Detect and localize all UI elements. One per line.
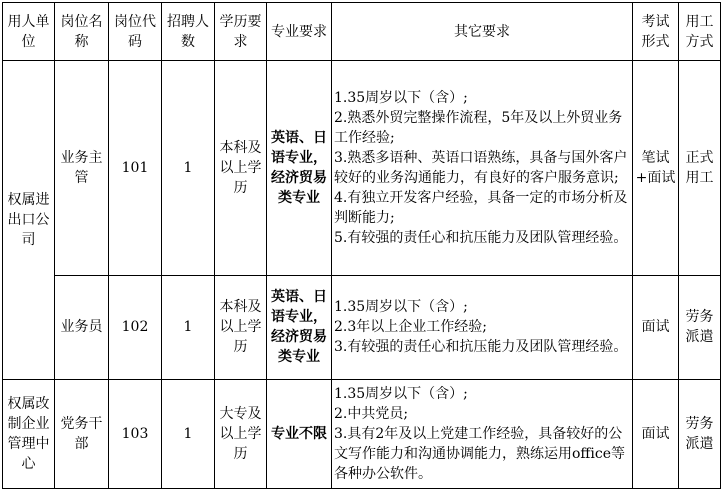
unit-cell: 权属改制企业管理中心: [3, 379, 55, 488]
header-row: [3, 3, 721, 61]
education-cell: 本科及以上学历: [215, 61, 267, 275]
exam-form-cell: 面试: [633, 379, 679, 488]
employment-type-cell: 正式用工: [679, 61, 721, 275]
education-cell: 大专及以上学历: [215, 379, 267, 488]
header-exam-form: 考试形式: [633, 3, 679, 61]
requirements-cell: [332, 275, 633, 379]
exam-form-cell: 笔试+面试: [633, 61, 679, 275]
requirement-item: 1.35周岁以下（含）;: [334, 299, 468, 316]
requirement-item: 2.中共党员;: [334, 405, 409, 422]
header-unit: 用人单位: [3, 3, 55, 61]
employment-type-cell: 劳务派遣: [679, 379, 721, 488]
post-code-cell: 103: [109, 379, 162, 488]
header-post-code: 岗位代码: [109, 3, 162, 61]
employment-type-cell: 劳务派遣: [679, 275, 721, 379]
recruitment-table: [2, 2, 721, 489]
requirement-item: 1.35周岁以下（含）;: [334, 89, 468, 106]
table-row: [3, 379, 721, 488]
major-cell: 专业不限: [267, 379, 332, 488]
major-cell: 英语、日语专业，经济贸易类专业: [267, 275, 332, 379]
requirement-item: 2.熟悉外贸完整操作流程，5年及以上外贸业务工作经验;: [334, 109, 623, 146]
requirements-cell: [332, 379, 633, 488]
unit-cell: 权属进出口公司: [3, 61, 55, 380]
requirement-item: 4.有独立开发客户经验，具备一定的市场分析及判断能力;: [334, 189, 628, 226]
exam-form-cell: 面试: [633, 275, 679, 379]
post-name-cell: 业务员: [55, 275, 109, 379]
hire-count-cell: 1: [162, 379, 215, 488]
requirement-item: 1.35周岁以下（含）;: [334, 385, 468, 402]
header-major: 专业要求: [267, 3, 332, 61]
header-other-requirements: 其它要求: [332, 3, 633, 61]
table-row: [3, 61, 721, 275]
header-education: 学历要求: [215, 3, 267, 61]
requirement-item: 3.熟悉多语种、英语口语熟练，具备与国外客户较好的业务沟通能力，有良好的客户服务意识;: [334, 149, 628, 186]
hire-count-cell: 1: [162, 61, 215, 275]
header-employment-type: 用工方式: [679, 3, 721, 61]
header-hire-count: 招聘人数: [162, 3, 215, 61]
post-code-cell: 102: [109, 275, 162, 379]
hire-count-cell: 1: [162, 275, 215, 379]
post-name-cell: 党务干部: [55, 379, 109, 488]
table-row: [3, 275, 721, 379]
post-code-cell: 101: [109, 61, 162, 275]
requirement-item: 3.具有2年及以上党建工作经验，具备较好的公文写作能力和沟通协调能力，熟练运用office等各种办公软件。: [334, 425, 625, 482]
major-cell: 英语、日语专业，经济贸易类专业: [267, 61, 332, 275]
header-post-name: 岗位名称: [55, 3, 109, 61]
requirement-item: 3.有较强的责任心和抗压能力及团队管理经验。: [334, 339, 628, 356]
requirement-item: 2.3年以上企业工作经验;: [334, 319, 487, 336]
education-cell: 本科及以上学历: [215, 275, 267, 379]
post-name-cell: 业务主管: [55, 61, 109, 275]
requirements-cell: [332, 61, 633, 275]
requirement-item: 5.有较强的责任心和抗压能力及团队管理经验。: [334, 229, 628, 246]
